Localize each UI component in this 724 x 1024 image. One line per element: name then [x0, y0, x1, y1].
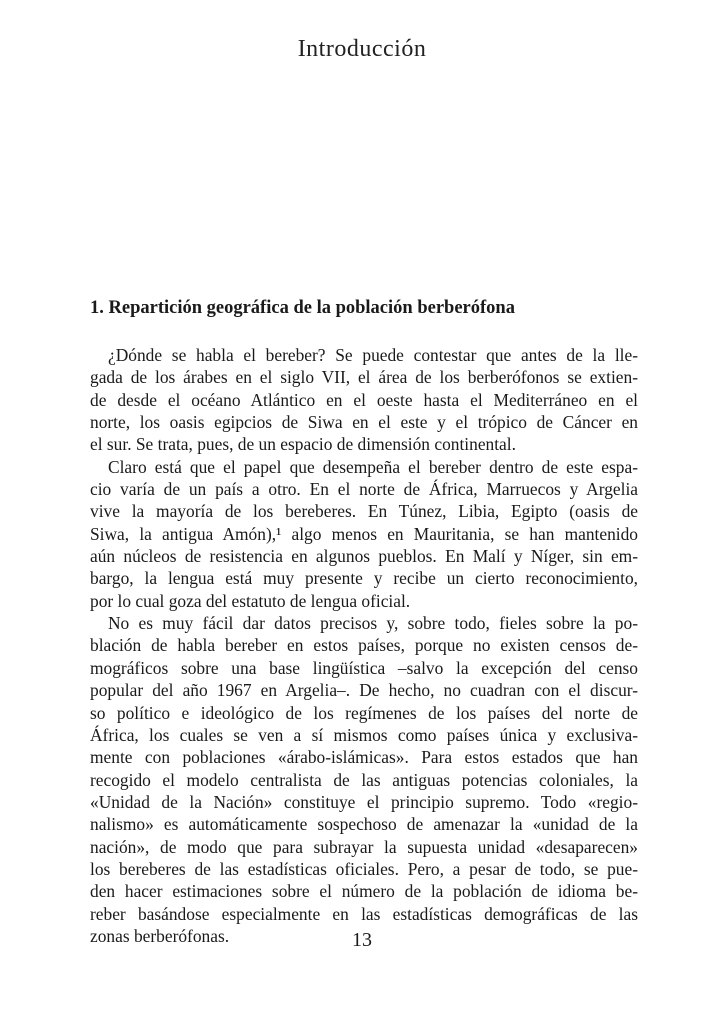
page-number: 13 [352, 929, 372, 951]
text-line: aún núcleos de resistencia en algunos pueblos. En Malí y Níger, sin em- [90, 546, 638, 567]
text-line: por lo cual goza del estatuto de lengua oficial. [90, 590, 411, 611]
text-line: gada de los árabes en el siglo VII, el área de los berberófonos se extien- [90, 367, 638, 388]
text-line: «Unidad de la Nación» constituye el principio supremo. Todo «regio- [90, 791, 638, 812]
text-line: Claro está que el papel que desempeña el bereber dentro de este espa- [108, 456, 638, 477]
text-line: nación», de modo que para subrayar la supuesta unidad «desaparecen» [90, 836, 638, 857]
text-line: Siwa, la antigua Amón),¹ algo menos en Mauritania, se han mantenido [90, 523, 638, 544]
text-line: norte, los oasis egipcios de Siwa en el este y el trópico de Cáncer en [90, 412, 638, 433]
text-line: vive la mayoría de los bereberes. En Túnez, Libia, Egipto (oasis de [90, 501, 638, 522]
text-line: blación de habla bereber en estos países, porque no existen censos de- [90, 635, 638, 656]
text-line: cio varía de un país a otro. En el norte de África, Marruecos y Argelia [90, 479, 638, 500]
body-text [90, 344, 638, 947]
text-line: nalismo» es automáticamente sospechoso de amenazar la «unidad de la [90, 814, 638, 835]
text-line: reber basándose especialmente en las estadísticas demográficas de las [90, 903, 638, 924]
text-line: bargo, la lengua está muy presente y recibe un cierto reconocimiento, [90, 568, 638, 589]
text-line: África, los cuales se ven a sí mismos como países única y exclusiva- [90, 724, 638, 745]
text-line: so político e ideológico de los regímenes de los países del norte de [90, 702, 638, 723]
running-head-title: Introducción [297, 36, 427, 62]
text-line: den hacer estimaciones sobre el número de la población de idioma be- [90, 881, 638, 902]
text-line: mográficos sobre una base lingüística –salvo la excepción del censo [90, 657, 638, 678]
text-line: recogido el modelo centralista de las antiguas potencias coloniales, la [90, 769, 638, 790]
text-line: los bereberes de las estadísticas oficiales. Pero, a pesar de todo, se pue- [90, 858, 638, 879]
text-line: zonas berberófonas. [90, 925, 230, 946]
text-line: ¿Dónde se habla el bereber? Se puede contestar que antes de la lle- [108, 345, 638, 365]
text-line: mente con poblaciones «árabo-islámicas». Para estos estados que han [90, 747, 638, 768]
section-heading: 1. Repartición geográfica de la población berberófona [90, 298, 515, 318]
text-line: de desde el océano Atlántico en el oeste hasta el Mediterráneo en el [90, 389, 638, 410]
text-line: No es muy fácil dar datos precisos y, sobre todo, fieles sobre la po- [108, 613, 638, 634]
text-line: popular del año 1967 en Argelia–. De hecho, no cuadran con el discur- [90, 680, 638, 701]
text-line: el sur. Se trata, pues, de un espacio de dimensión continental. [90, 434, 516, 455]
